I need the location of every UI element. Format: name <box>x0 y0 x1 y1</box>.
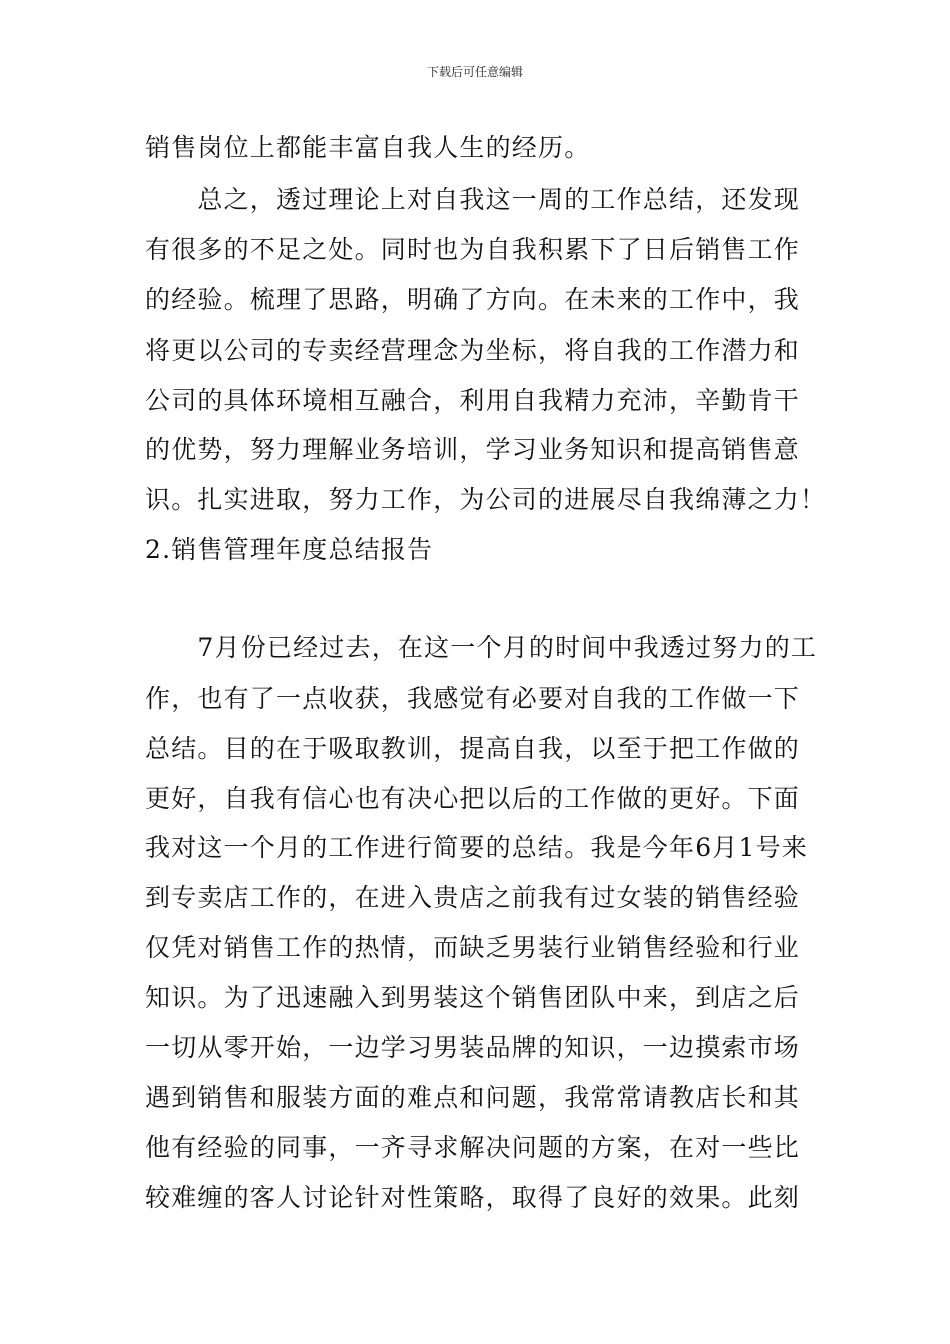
text-line: 有很多的不足之处。同时也为自我积累下了日后销售工作 <box>145 235 801 264</box>
text-line: 识。扎实进取，努力工作，为公司的进展尽自我绵薄之力！ <box>145 485 827 514</box>
text-line: 仅凭对销售工作的热情，而缺乏男装行业销售经验和行业 <box>145 933 801 962</box>
text-line: 的优势，努力理解业务培训，学习业务知识和提高销售意 <box>145 435 801 464</box>
text-line: 将更以公司的专卖经营理念为坐标，将自我的工作潜力和 <box>145 336 801 365</box>
text-line: 遇到销售和服装方面的难点和问题，我常常请教店长和其 <box>145 1083 801 1112</box>
text-line: 较难缠的客人讨论针对性策略，取得了良好的效果。此刻 <box>145 1183 801 1212</box>
text-line: 我对这一个月的工作进行简要的总结。我是今年6月1号来 <box>145 833 809 862</box>
section-heading: 2.销售管理年度总结报告 <box>145 535 434 564</box>
text-line: 一切从零开始，一边学习男装品牌的知识，一边摸索市场 <box>145 1033 801 1062</box>
text-line: 知识。为了迅速融入到男装这个销售团队中来，到店之后 <box>145 983 801 1012</box>
text-line: 总结。目的在于吸取教训，提高自我，以至于把工作做的 <box>145 734 801 763</box>
text-line: 总之，透过理论上对自我这一周的工作总结，还发现 <box>145 185 801 214</box>
text-line: 更好，自我有信心也有决心把以后的工作做的更好。下面 <box>145 784 801 813</box>
text-line: 公司的具体环境相互融合，利用自我精力充沛，辛勤肯干 <box>145 386 801 415</box>
text-line: 的经验。梳理了思路，明确了方向。在未来的工作中，我 <box>145 285 801 314</box>
page-header: 下载后可任意编辑 <box>426 65 523 79</box>
text-line: 销售岗位上都能丰富自我人生的经历。 <box>145 133 591 162</box>
text-line: 到专卖店工作的，在进入贵店之前我有过女装的销售经验 <box>145 883 801 912</box>
text-line: 作，也有了一点收获，我感觉有必要对自我的工作做一下 <box>145 684 801 713</box>
text-line: 7月份已经过去，在这一个月的时间中我透过努力的工 <box>145 633 818 662</box>
text-line: 他有经验的同事，一齐寻求解决问题的方案，在对一些比 <box>145 1133 801 1162</box>
